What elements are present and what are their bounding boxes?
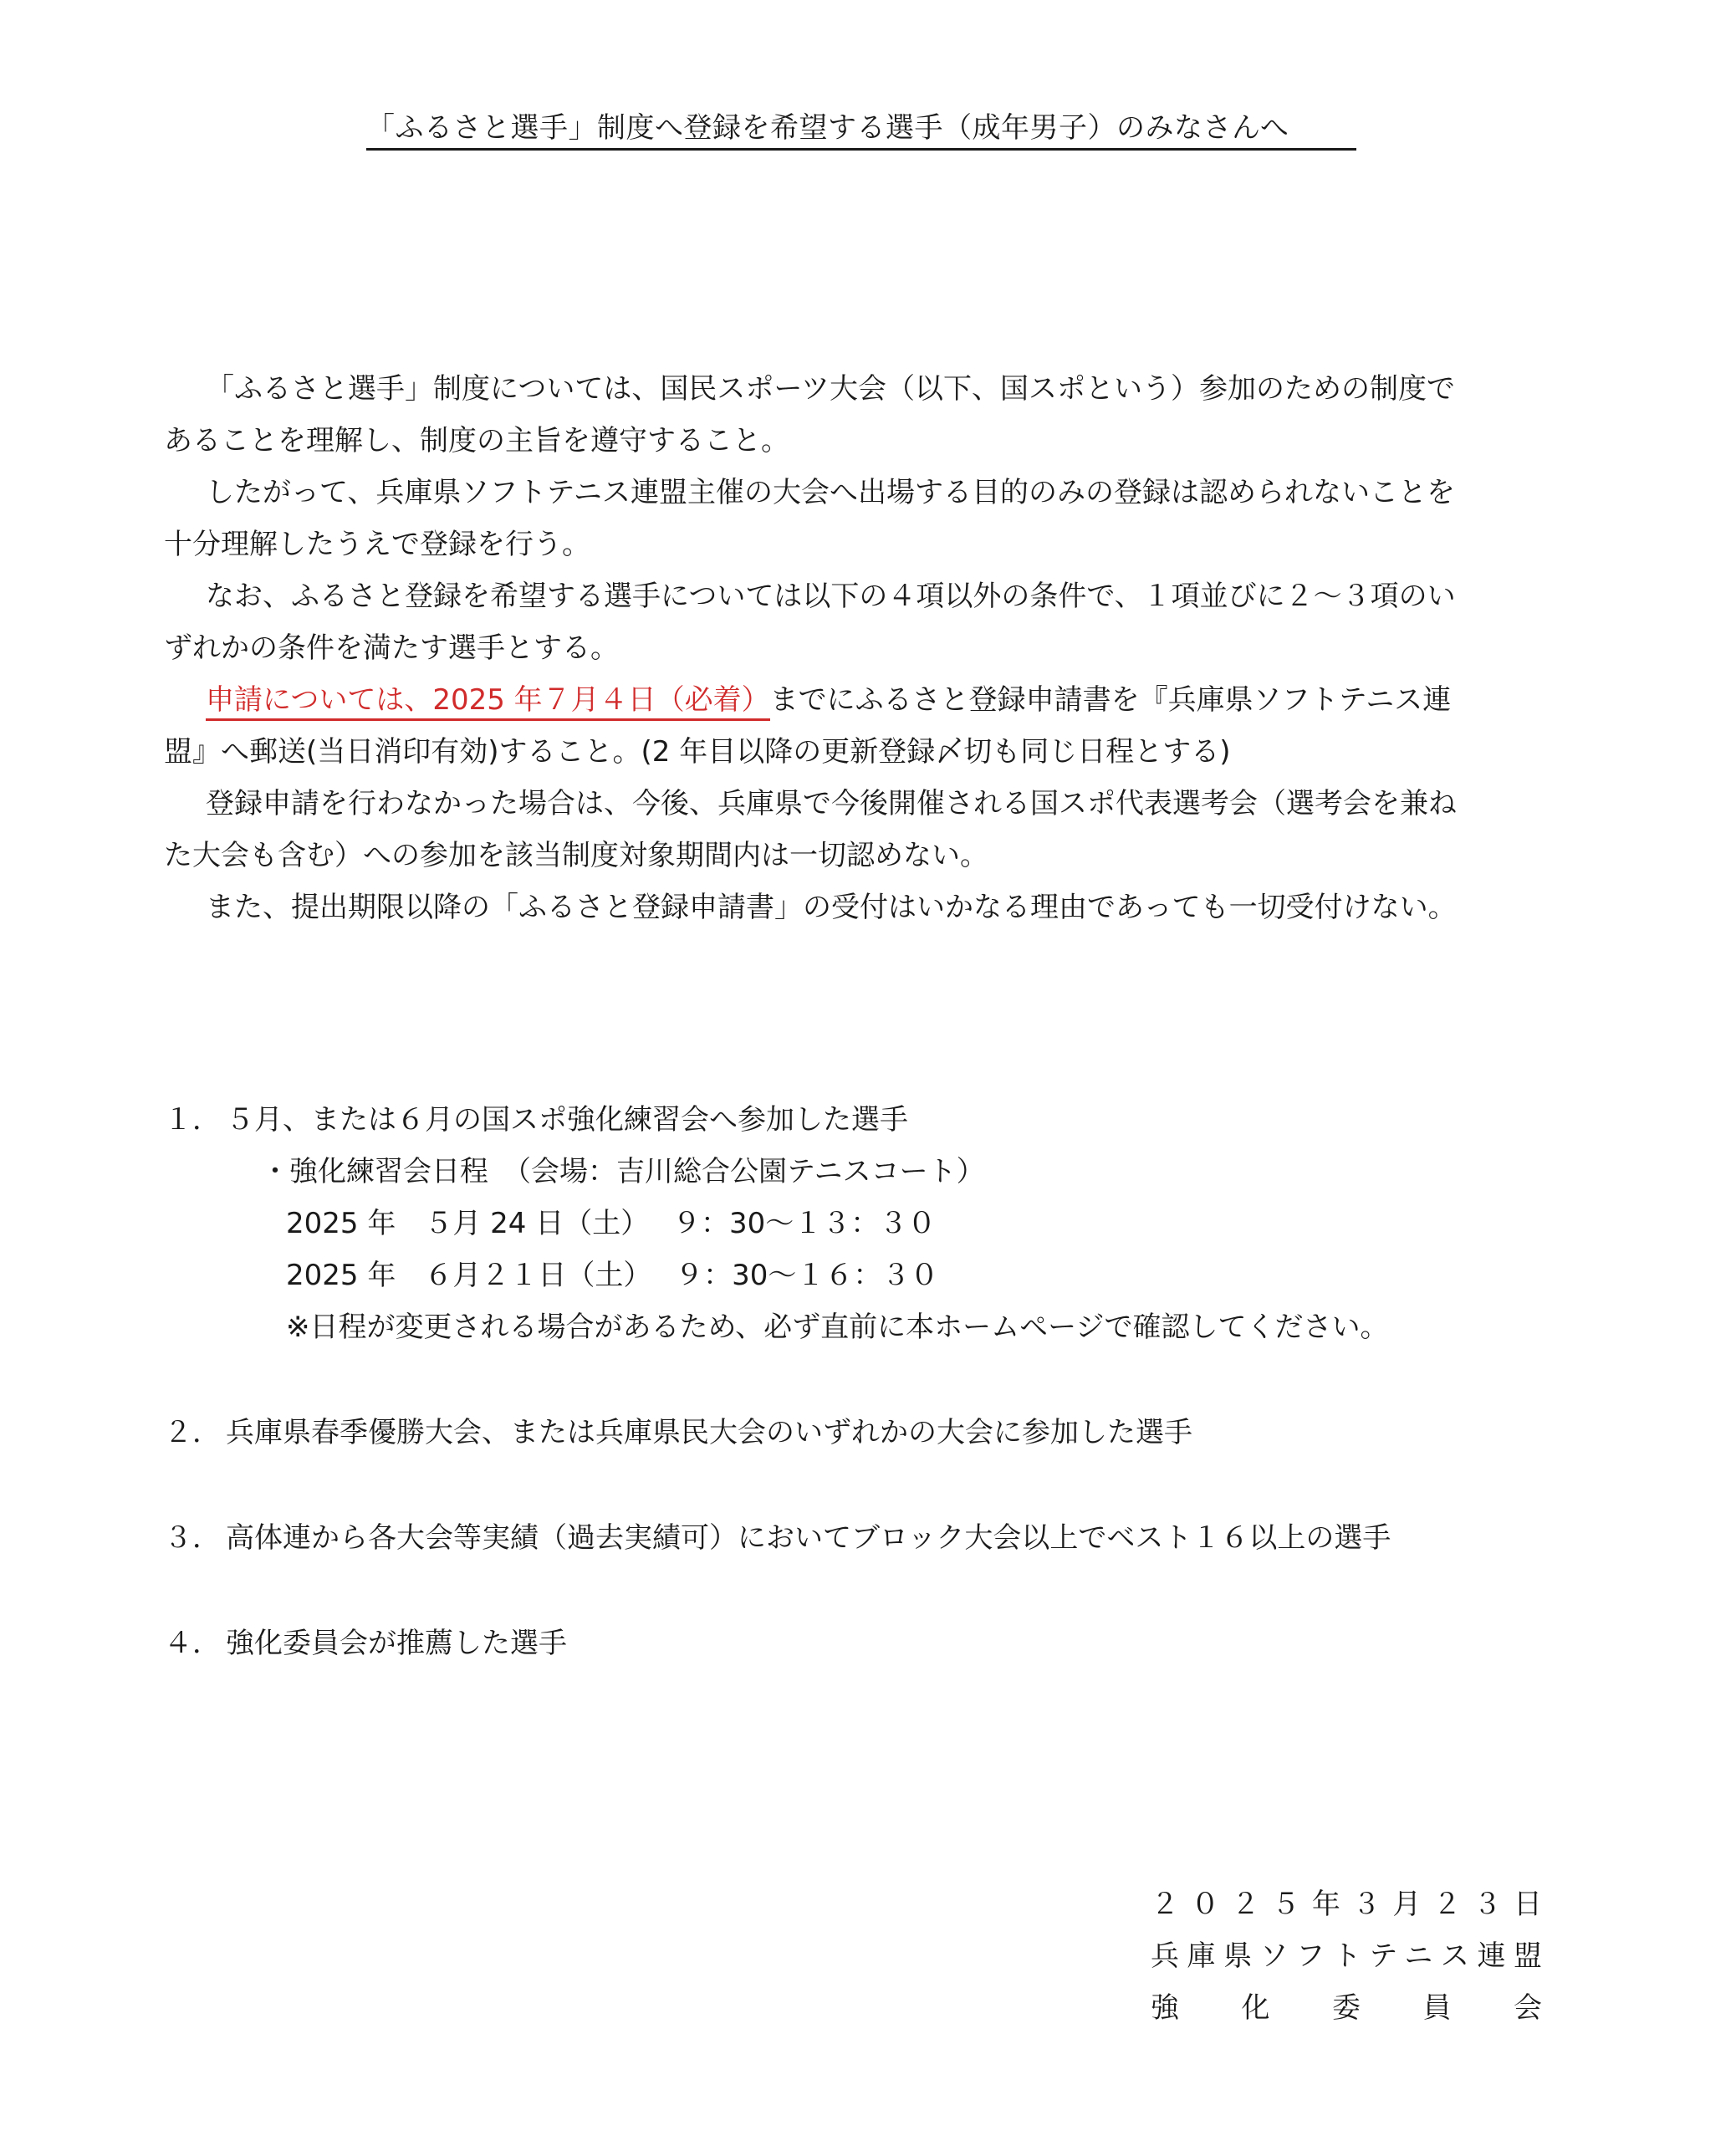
paragraph-1-line-1: 「ふるさと選手」制度については、国民スポーツ大会（以下、国スポという）参加のための制度で xyxy=(206,372,1455,406)
condition-item-4 xyxy=(164,1617,567,1669)
condition-number: ３． xyxy=(164,1521,221,1555)
paragraph-3-line-1: なお、ふるさと登録を希望する選手については以下の４項以外の条件で、１項並びに２～３項のい xyxy=(206,580,1456,613)
schedule-heading: ・強化練習会日程 （会場：吉川総合公園テニスコート） xyxy=(261,1155,985,1188)
schedule-date-2: 2025 年 ６月２１日（土） ９：30～１６：３０ xyxy=(286,1259,939,1292)
paragraph-1-line-2: あることを理解し、制度の主旨を遵守すること。 xyxy=(164,424,789,457)
condition-item-3 xyxy=(164,1512,1391,1564)
paragraph-4-line-2: 盟』へ郵送(当日消印有効)すること。(2 年目以降の更新登録〆切も同じ日程とする) xyxy=(164,735,1231,769)
paragraph-5-line-1: 登録申請を行わなかった場合は、今後、兵庫県で今後開催される国スポ代表選考会（選考会を兼ね xyxy=(206,787,1457,820)
schedule-date-1: 2025 年 ５月 24 日（土） ９：30～１３：３０ xyxy=(286,1207,937,1240)
condition-text: 強化委員会が推薦した選手 xyxy=(226,1627,567,1660)
condition-number: ２． xyxy=(164,1416,221,1449)
condition-number: ４． xyxy=(164,1627,221,1660)
condition-number: １． xyxy=(164,1103,221,1137)
paragraph-4-line-1-rest: までにふるさと登録申請書を『兵庫県ソフトテニス連 xyxy=(769,683,1452,717)
paragraph-6-line-1: また、提出期限以降の「ふるさと登録申請書」の受付はいかなる理由であっても一切受付けない。 xyxy=(206,891,1457,924)
signature-organization: 兵庫県ソフトテニス連盟 xyxy=(1151,1939,1542,1973)
title-underline xyxy=(366,148,1356,151)
deadline-highlight: 申請については、2025 年７月４日（必着） xyxy=(206,683,770,721)
paragraph-2-line-1: したがって、兵庫県ソフトテニス連盟主催の大会へ出場する目的のみの登録は認められないことを xyxy=(206,476,1455,509)
condition-text: ５月、または６月の国スポ強化練習会へ参加した選手 xyxy=(226,1103,908,1137)
condition-item-2 xyxy=(164,1407,1192,1459)
condition-text: 高体連から各大会等実績（過去実績可）においてブロック大会以上でベスト１６以上の選手 xyxy=(226,1521,1391,1555)
signature-date: ２０２５年３月２３日 xyxy=(1151,1888,1542,1921)
condition-item-1 xyxy=(164,1094,908,1146)
signature-committee: 強化委員会 xyxy=(1151,1991,1542,2025)
schedule-note: ※日程が変更される場合があるため、必ず直前に本ホームページで確認してください。 xyxy=(286,1311,1389,1344)
document-title: 「ふるさと選手」制度へ登録を希望する選手（成年男子）のみなさんへ xyxy=(366,111,1289,145)
paragraph-4-line-1 xyxy=(164,674,1585,726)
paragraph-2-line-2: 十分理解したうえで登録を行う。 xyxy=(164,528,590,561)
condition-text: 兵庫県春季優勝大会、または兵庫県民大会のいずれかの大会に参加した選手 xyxy=(226,1416,1192,1449)
paragraph-3-line-2: ずれかの条件を満たす選手とする。 xyxy=(164,631,619,665)
paragraph-5-line-2: た大会も含む）への参加を該当制度対象期間内は一切認めない。 xyxy=(164,839,988,872)
